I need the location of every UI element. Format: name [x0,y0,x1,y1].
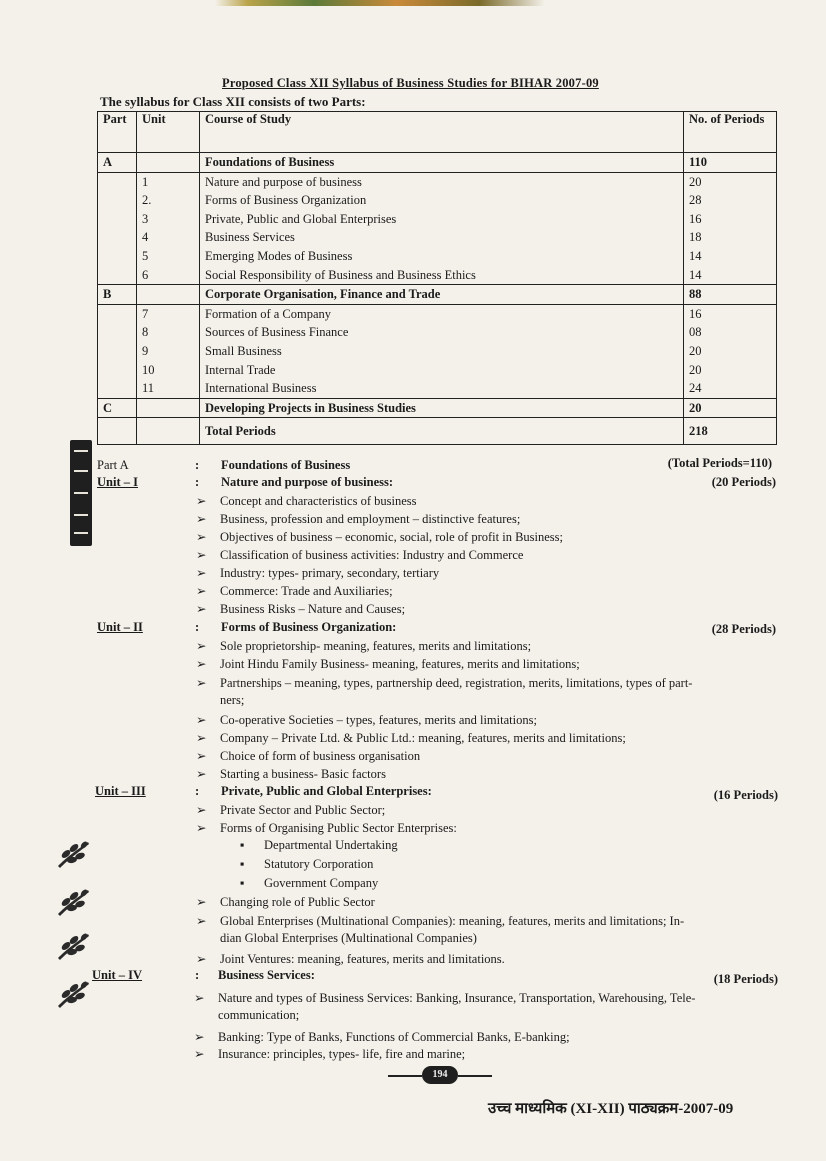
part-a-detail-title: Foundations of Business [221,458,351,472]
colon: : [195,458,200,472]
unit-name: Emerging Modes of Business [205,248,353,263]
unit-no: 9 [142,343,149,358]
list-item: ➢ Nature and types of Business Services: Banking, Insurance, Transportation, Warehousing, Tele- [194,991,696,1005]
unit-4-periods: (18 Periods) [713,972,778,986]
part-b-title: Corporate Organisation, Finance and Trade [200,285,684,305]
unit-period: 20 [689,174,702,189]
bullet-icon: ▪ [240,838,245,852]
list-item: ➢ Commerce: Trade and Auxiliaries; [196,584,393,598]
part-b-periods: 88 [684,285,777,305]
page-title: Proposed Class XII Syllabus of Business Studies for BIHAR 2007-09 [222,76,599,90]
arrow-icon: ➢ [196,639,207,653]
unit-no: 6 [142,267,149,282]
arrow-icon: ➢ [196,548,207,562]
unit-4-label: Unit – IV [92,968,143,982]
arrow-icon: ➢ [196,952,207,966]
list-item: ➢ Concept and characteristics of business [196,494,417,508]
table-row-part-b [98,285,777,305]
unit-numbers [137,172,200,285]
unit-1-periods: (20 Periods) [711,475,776,489]
list-item: ➢ Industry: types- primary, secondary, tertiary [196,566,440,580]
arrow-icon: ➢ [196,749,207,763]
unit-period: 28 [689,193,702,208]
sub-list-item: ▪ Statutory Corporation [240,857,374,871]
part-a-title: Foundations of Business [200,153,684,173]
unit-names [200,304,684,398]
unit-name: Nature and purpose of business [205,174,362,189]
arrow-icon: ➢ [196,676,207,690]
unit-name: Small Business [205,343,282,358]
arrow-icon: ➢ [196,512,207,526]
list-item: ➢ Banking: Type of Banks, Functions of Commercial Banks, E-banking; [194,1030,570,1044]
unit-periods [684,304,777,398]
page-number: 194 [422,1066,458,1084]
arrow-icon: ➢ [196,914,207,928]
unit-name: Formation of a Company [205,306,332,321]
unit-2-label: Unit – II [97,620,143,634]
bullet-icon: ▪ [240,857,245,871]
unit-no: 8 [142,325,149,340]
list-item: ➢ Global Enterprises (Multinational Companies): meaning, features, merits and limitations; In- [196,914,685,928]
arrow-icon: ➢ [196,530,207,544]
list-item: ➢ Choice of form of business organisation [196,749,421,763]
colon: : [195,968,200,982]
footer-rule-left [388,1075,422,1077]
unit-name: Private, Public and Global Enterprises [205,211,397,226]
list-item: ➢ Objectives of business – economic, social, role of profit in Business; [196,530,563,544]
unit-period: 20 [689,362,702,377]
part-a-periods: 110 [684,153,777,173]
part-c-periods: 20 [684,398,777,418]
unit-period: 08 [689,325,702,340]
arrow-icon: ➢ [196,494,207,508]
list-item-continuation: dian Global Enterprises (Multinational Companies) [220,931,477,945]
arrow-icon: ➢ [196,657,207,671]
unit-3-periods: (16 Periods) [713,788,778,802]
unit-numbers [137,304,200,398]
side-tab-marker [70,440,92,546]
arrow-icon: ➢ [196,584,207,598]
list-item: ➢ Insurance: principles, types- life, fire and marine; [194,1047,466,1061]
unit-name: International Business [205,381,317,396]
unit-name: Sources of Business Finance [205,325,349,340]
unit-period: 16 [689,306,702,321]
unit-4-title: Business Services: [218,968,315,982]
colon: : [195,475,200,489]
header-unit: Unit [137,112,200,153]
total-label: Total Periods [200,418,684,445]
unit-period: 24 [689,381,702,396]
colon: : [195,784,200,798]
unit-no: 3 [142,211,149,226]
list-item: ➢ Business, profession and employment – distinctive features; [196,512,521,526]
table-row-part-a [98,153,777,173]
unit-period: 20 [689,343,702,358]
table-header-row [98,112,777,153]
scan-top-band [0,0,826,6]
unit-periods [684,172,777,285]
unit-2-title: Forms of Business Organization: [221,620,397,634]
part-a-detail-label: Part A [97,458,129,472]
sub-list-item: ▪ Government Company [240,876,379,890]
list-item: ➢ Forms of Organising Public Sector Enterprises: [196,821,457,835]
unit-name: Business Services [205,230,295,245]
list-item-continuation: communication; [218,1008,300,1022]
total-value: 218 [684,418,777,445]
arrow-icon: ➢ [196,566,207,580]
unit-no: 4 [142,230,149,245]
unit-no: 11 [142,381,155,396]
arrow-icon: ➢ [196,731,207,745]
arrow-icon: ➢ [196,767,207,781]
list-item: ➢ Partnerships – meaning, types, partnership deed, registration, merits, limitations, types of part- [196,676,693,690]
arrow-icon: ➢ [196,895,207,909]
arrow-icon: ➢ [194,1030,205,1044]
unit-name: Forms of Business Organization [205,193,367,208]
arrow-icon: ➢ [196,821,207,835]
table-row-part-b-units [98,304,777,398]
unit-names [200,172,684,285]
unit-no: 1 [142,174,149,189]
list-item: ➢ Starting a business- Basic factors [196,767,386,781]
unit-period: 18 [689,230,702,245]
arrow-icon: ➢ [196,803,207,817]
unit-name: Internal Trade [205,362,276,377]
table-row-part-c [98,398,777,418]
header-course: Course of Study [200,112,684,153]
footer-text: उच्च माध्यमिक (XI-XII) पाठ्यक्रम-2007-09 [488,1101,734,1117]
list-item: ➢ Sole proprietorship- meaning, features, merits and limitations; [196,639,532,653]
table-row-total [98,418,777,445]
unit-no: 2. [142,193,152,208]
part-b-label: B [98,285,137,305]
list-item-continuation: ners; [220,693,245,707]
list-item: ➢ Business Risks – Nature and Causes; [196,602,406,616]
list-item: ➢ Private Sector and Public Sector; [196,803,386,817]
colon: : [195,620,200,634]
sub-list-item: ▪ Departmental Undertaking [240,838,398,852]
part-c-title: Developing Projects in Business Studies [200,398,684,418]
footer-rule-right [458,1075,492,1077]
syllabus-table [97,111,777,445]
unit-no: 7 [142,306,149,321]
leaf-ornament-icon [52,884,94,918]
arrow-icon: ➢ [196,713,207,727]
unit-1-label: Unit – I [97,475,138,489]
part-a-detail-periods: (Total Periods=110) [667,456,772,470]
leaf-ornament-icon [52,928,94,962]
unit-period: 14 [689,248,702,263]
unit-1-title: Nature and purpose of business: [221,475,394,489]
part-a-label: A [98,153,137,173]
unit-2-periods: (28 Periods) [711,622,776,636]
table-row-part-a-units [98,172,777,285]
list-item: ➢ Classification of business activities: Industry and Commerce [196,548,524,562]
unit-3-label: Unit – III [95,784,146,798]
part-c-label: C [98,398,137,418]
list-item: ➢ Company – Private Ltd. & Public Ltd.: meaning, features, merits and limitations; [196,731,626,745]
unit-period: 14 [689,267,702,282]
list-item: ➢ Joint Hindu Family Business- meaning, features, merits and limitations; [196,657,580,671]
unit-3-title: Private, Public and Global Enterprises: [221,784,432,798]
header-periods: No. of Periods [684,112,777,153]
arrow-icon: ➢ [194,1047,205,1061]
arrow-icon: ➢ [194,991,205,1005]
unit-no: 10 [142,362,155,377]
list-item: ➢ Co-operative Societies – types, features, merits and limitations; [196,713,537,727]
unit-no: 5 [142,248,149,263]
bullet-icon: ▪ [240,876,245,890]
intro-text: The syllabus for Class XII consists of two Parts: [100,94,366,109]
unit-name: Social Responsibility of Business and Business Ethics [205,267,476,282]
list-item: ➢ Changing role of Public Sector [196,895,375,909]
arrow-icon: ➢ [196,602,207,616]
header-part: Part [98,112,137,153]
leaf-ornament-icon [52,976,94,1010]
unit-period: 16 [689,211,702,226]
list-item: ➢ Joint Ventures: meaning, features, merits and limitations. [196,952,505,966]
leaf-ornament-icon [52,836,94,870]
